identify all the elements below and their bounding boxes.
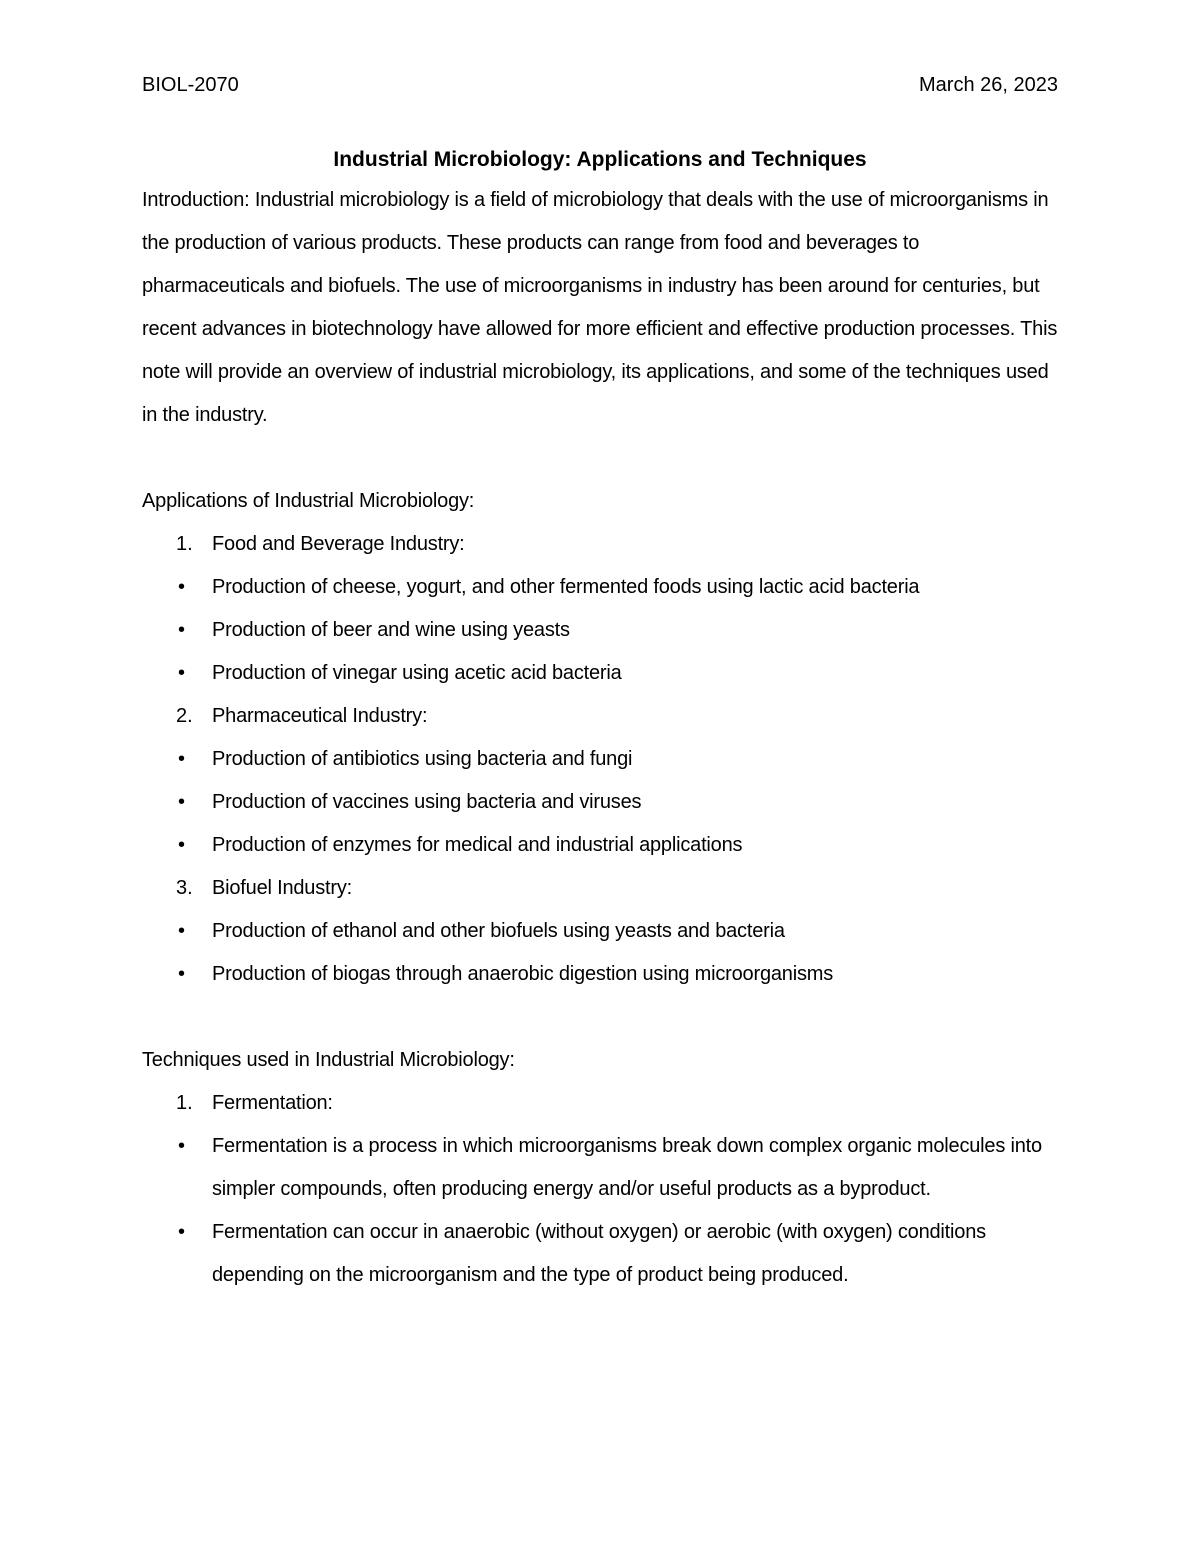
list-item-text: Production of vinegar using acetic acid bacteria — [212, 662, 622, 684]
number-marker: 2. — [176, 705, 193, 727]
list-item-text: Production of vaccines using bacteria and viruses — [212, 791, 642, 813]
list-item-text: Fermentation can occur in anaerobic (without oxygen) or aerobic (with oxygen) conditions depending on the microorganism and the type of product being produced. — [212, 1221, 986, 1286]
number-marker: 1. — [176, 533, 193, 555]
list-item-text: Biofuel Industry: — [212, 877, 353, 899]
bullet-item — [142, 1211, 1058, 1297]
document-title: Industrial Microbiology: Applications and Techniques — [333, 148, 867, 171]
bullet-item — [142, 824, 1058, 867]
bullet-marker: • — [178, 791, 186, 813]
bullet-item — [142, 910, 1058, 953]
bullet-item — [142, 781, 1058, 824]
header-course: BIOL-2070 — [142, 74, 239, 96]
bullet-item — [142, 652, 1058, 695]
bullet-item — [142, 738, 1058, 781]
bullet-item — [142, 1125, 1058, 1211]
applications-heading: Applications of Industrial Microbiology: — [142, 490, 475, 512]
list-item-text: Production of biogas through anaerobic digestion using microorganisms — [212, 963, 834, 985]
bullet-marker: • — [178, 834, 186, 856]
bullet-marker: • — [178, 1135, 186, 1157]
bullet-marker: • — [178, 662, 186, 684]
techniques-heading: Techniques used in Industrial Microbiology: — [142, 1049, 515, 1071]
list-item-text: Fermentation: — [212, 1092, 333, 1114]
bullet-marker: • — [178, 1221, 186, 1243]
bullet-marker: • — [178, 748, 186, 770]
bullet-item — [142, 609, 1058, 652]
list-item-text: Food and Beverage Industry: — [212, 533, 465, 555]
bullet-marker: • — [178, 619, 186, 641]
bullet-marker: • — [178, 920, 186, 942]
bullet-marker: • — [178, 576, 186, 598]
number-marker: 1. — [176, 1092, 193, 1114]
number-marker: 3. — [176, 877, 193, 899]
numbered-item — [142, 695, 1058, 738]
applications-list — [142, 523, 1058, 996]
list-item-text: Production of enzymes for medical and industrial applications — [212, 834, 743, 856]
techniques-list — [142, 1082, 1058, 1297]
introduction-paragraph: Introduction: Industrial microbiology is a field of microbiology that deals with the use of microorganisms in the production of various products. These products can range from food and beverages to pharmaceuticals and biofuels. The use of microorganisms in industry has been around for centuries, but recent advances in biotechnology have allowed for more efficient and effective production processes. This note will provide an overview of industrial microbiology, its applications, and some of the techniques used in the industry. — [142, 189, 1058, 426]
header-date: March 26, 2023 — [919, 74, 1058, 96]
bullet-item — [142, 953, 1058, 996]
list-item-text: Production of cheese, yogurt, and other fermented foods using lactic acid bacteria — [212, 576, 920, 598]
bullet-marker: • — [178, 963, 186, 985]
list-item-text: Production of beer and wine using yeasts — [212, 619, 570, 641]
document-body — [142, 145, 1058, 1297]
list-item-text: Pharmaceutical Industry: — [212, 705, 428, 727]
list-item-text: Production of antibiotics using bacteria and fungi — [212, 748, 633, 770]
bullet-item — [142, 566, 1058, 609]
numbered-item — [142, 867, 1058, 910]
list-item-text: Production of ethanol and other biofuels using yeasts and bacteria — [212, 920, 785, 942]
list-item-text: Fermentation is a process in which microorganisms break down complex organic molecules into simpler compounds, often producing energy and/or useful products as a byproduct. — [212, 1135, 1042, 1200]
numbered-item — [142, 1082, 1058, 1125]
numbered-item — [142, 523, 1058, 566]
